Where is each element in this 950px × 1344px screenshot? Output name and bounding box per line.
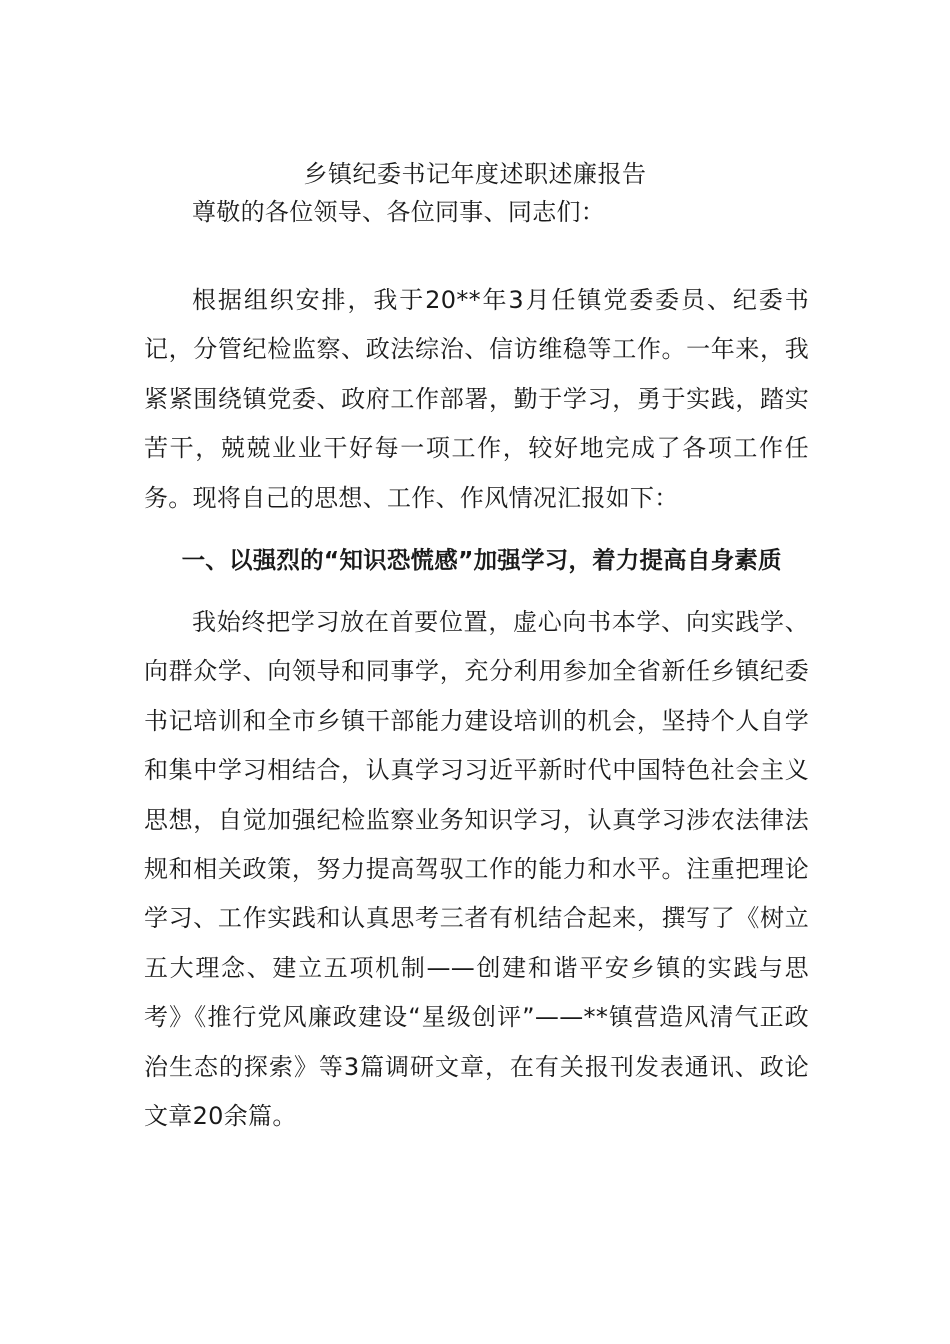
document-title: 乡镇纪委书记年度述职述廉报告 [303,160,647,188]
paragraph-intro: 根据组织安排，我于20**年3月任镇党委委员、纪委书记，分管纪检监察、政法综治、信访维稳等工作。一年来，我紧紧围绕镇党委、政府工作部署，勤于学习，勇于实践，踏实苦干，兢兢业业干好每一项工作，较好地完成了各项工作任务。现将自己的思想、工作、作风情况汇报如下： [144,286,809,512]
section-heading-1: 一、以强烈的“知识恐慌感”加强学习，着力提高自身素质 [181,546,782,574]
paragraph-study: 我始终把学习放在首要位置，虚心向书本学、向实践学、向群众学、向领导和同事学，充分利用参加全省新任乡镇纪委书记培训和全市乡镇干部能力建设培训的机会，坚持个人自学和集中学习相结合，认真学习习近平新时代中国特色社会主义思想，自觉加强纪检监察业务知识学习，认真学习涉农法律法规和相关政策，努力提高驾驭工作的能力和水平。注重把理论学习、工作实践和认真思考三者有机结合起来，撰写了《树立五大理念、建立五项机制——创建和谐平安乡镇的实践与思考》《推行党风廉政建设“星级创评”——**镇营造风清气正政治生态的探索》等3篇调研文章，在有关报刊发表通讯、政论文章20余篇。 [144,608,809,1131]
salutation: 尊敬的各位领导、各位同事、同志们： [192,198,606,226]
